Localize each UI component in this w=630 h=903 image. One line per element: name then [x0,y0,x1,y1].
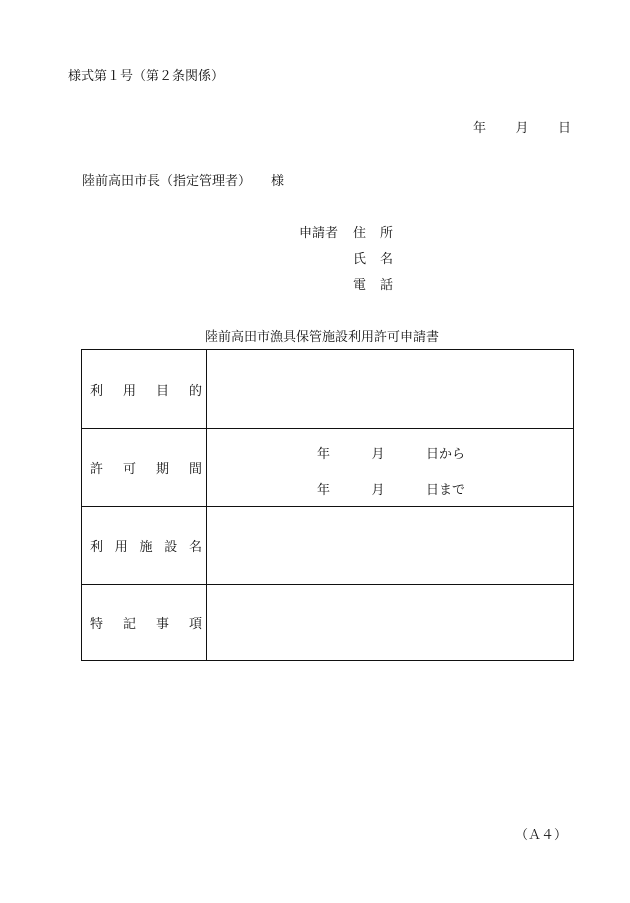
facility-label-char: 設 [164,540,178,555]
purpose-label-char: 目 [155,383,169,399]
purpose-label-char: 用 [122,383,136,399]
table-row-purpose [82,350,573,428]
period-input[interactable] [207,429,573,506]
period-label-char: 可 [122,462,136,477]
table-row-facility [82,506,573,584]
notes-label [90,585,202,660]
purpose-input[interactable] [207,350,573,428]
facility-label-char: 用 [114,540,128,555]
period-label [90,429,202,506]
period-to[interactable] [317,479,465,498]
table-row-period [82,428,573,506]
addressee [82,175,284,188]
facility-input[interactable] [207,507,573,584]
period-to-year: 年 [317,483,331,498]
document-title: 陸前高田市漁具保管施設利用許可申請書 [205,330,440,345]
period-to-suffix: 日まで [425,483,465,498]
period-label-char: 間 [188,462,202,477]
applicant-name-field[interactable] [353,253,393,266]
notes-label-char: 特 [90,617,104,632]
purpose-label-char: 利 [90,383,104,399]
purpose-label-char: 的 [188,383,202,399]
notes-label-char: 記 [122,617,136,632]
period-from-month: 月 [371,447,385,462]
date-year-label: 年 [473,121,487,136]
facility-label-char: 利 [90,540,104,555]
applicant-name-label-1: 氏 [353,252,367,267]
period-label-char: 期 [155,462,169,477]
applicant-address-label-1: 住 [353,226,367,241]
form-number: 様式第１号（第２条関係） [68,69,225,84]
submission-date[interactable] [473,122,571,135]
applicant-address-label-2: 所 [379,226,393,241]
addressee-honorific: 様 [271,174,285,189]
facility-label-char: 名 [188,540,202,555]
period-from-year: 年 [317,447,331,462]
date-day-label: 日 [557,121,571,136]
period-to-month: 月 [371,483,385,498]
applicant-phone-label-2: 話 [379,278,393,293]
applicant-phone-field[interactable] [353,279,393,292]
date-month-label: 月 [515,121,529,136]
table-row-notes [82,584,573,660]
application-table [81,349,574,661]
notes-label-char: 事 [155,617,169,632]
facility-label [90,507,202,584]
period-from-suffix: 日から [425,447,465,462]
notes-input[interactable] [207,585,573,660]
period-label-char: 許 [90,462,104,477]
addressee-name: 陸前高田市長（指定管理者） [82,174,252,189]
period-from[interactable] [317,443,465,462]
applicant-address-field[interactable] [353,227,393,240]
purpose-label [90,350,202,428]
applicant-name-label-2: 名 [379,252,393,267]
applicant-label: 申請者 [299,226,339,241]
notes-label-char: 項 [188,617,202,632]
paper-size-note: （Ａ４） [515,828,568,843]
facility-label-char: 施 [139,540,153,555]
applicant-phone-label-1: 電 [353,278,367,293]
